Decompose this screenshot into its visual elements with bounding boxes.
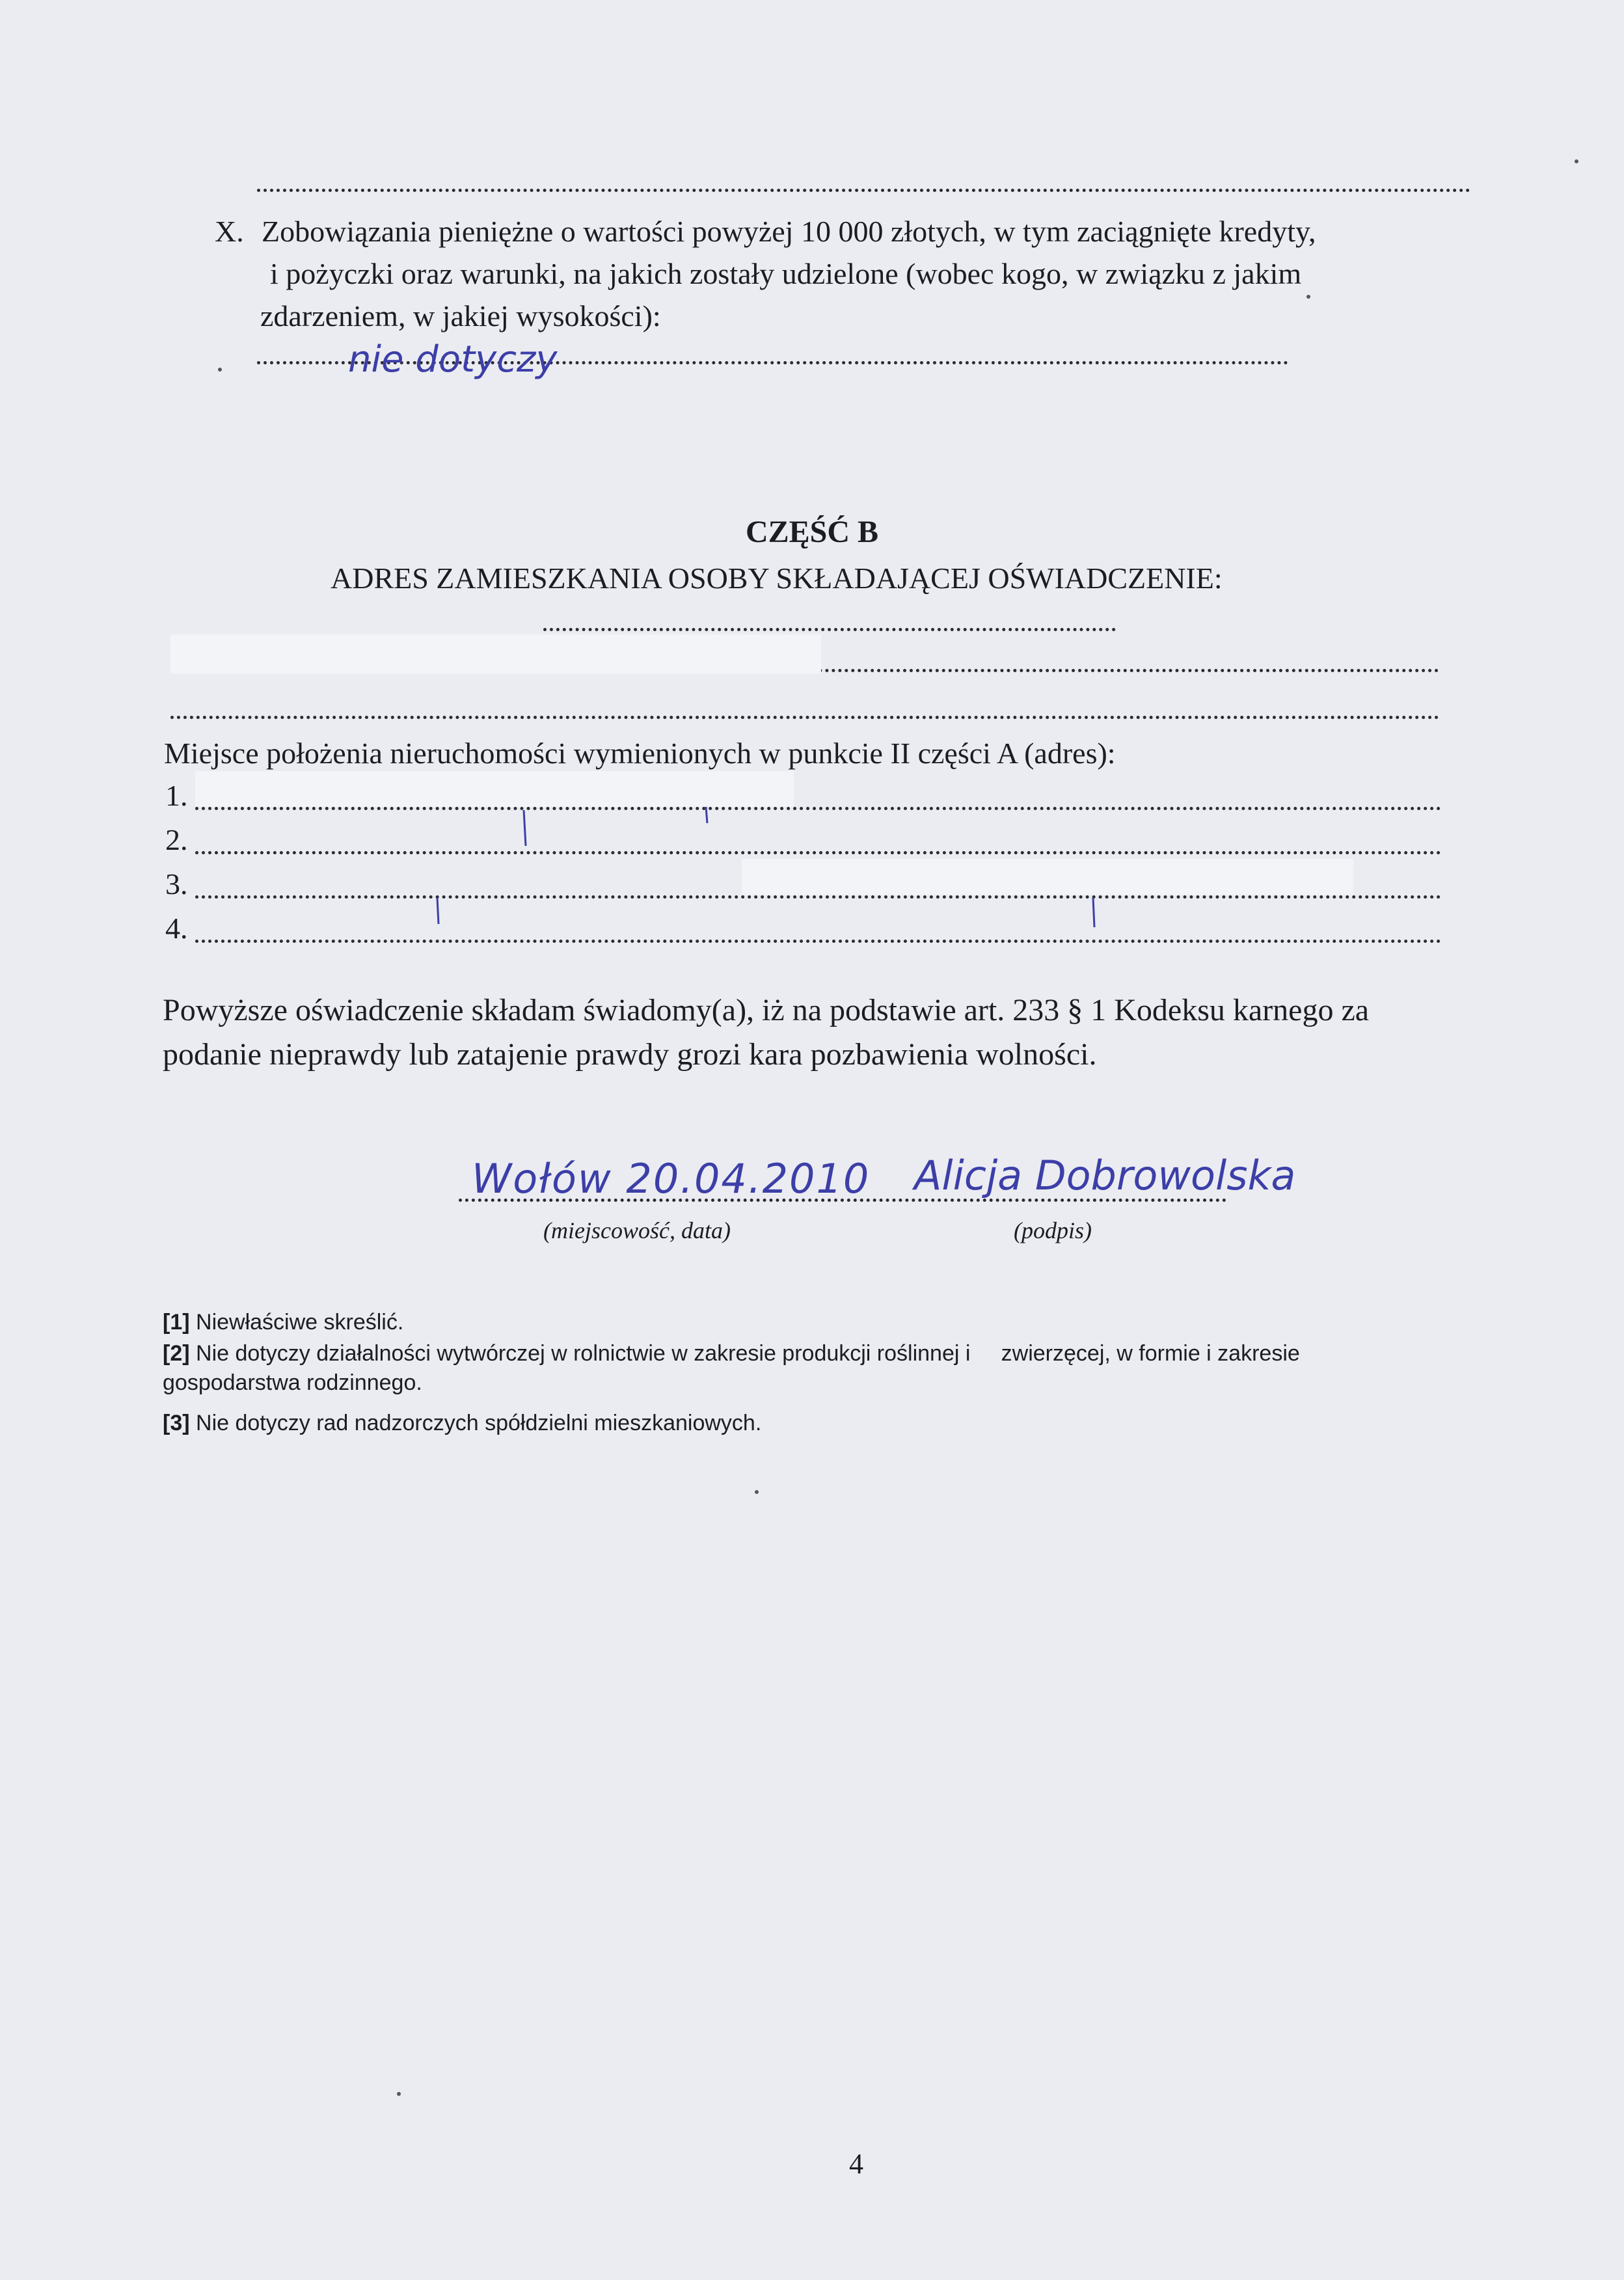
footnote-1-marker: [1] [163, 1310, 190, 1335]
section-x-marker: X. [215, 215, 244, 248]
footnote-1 [163, 1311, 403, 1333]
property-number-1: 1. [165, 779, 188, 812]
footnote-2-text: Nie dotyczy działalności wytwórczej w rolnictwie w zakresie produkcji roślinnej i zwierzęcej, w formie i zakresie [196, 1341, 1300, 1366]
signature-handwritten: Alicja Dobrowolska [914, 1152, 1296, 1199]
footnote-3-text: Nie dotyczy rad nadzorczych spółdzielni mieszkaniowych. [196, 1411, 762, 1435]
scan-speck [1575, 159, 1578, 163]
property-number-2: 2. [165, 823, 188, 856]
scan-speck [397, 2092, 401, 2096]
footnote-2-marker: [2] [163, 1341, 190, 1366]
part-b-subtitle: ADRES ZAMIESZKANIA OSOBY SKŁADAJĄCEJ OŚWIADCZENIE: [331, 562, 1223, 595]
footnote-1-text: Niewłaściwe skreślić. [196, 1310, 404, 1335]
property-number-4: 4. [165, 912, 188, 945]
scan-speck [218, 368, 222, 372]
handwritten-answer: nie dotyczy [348, 338, 558, 381]
declaration-line1: Powyższe oświadczenie składam świadomy(a), iż na podstawie art. 233 § 1 Kodeksu karnego za [163, 993, 1370, 1027]
scan-speck [1306, 295, 1310, 299]
section-x-line3: zdarzeniem, w jakiej wysokości): [260, 299, 661, 332]
footnote-3-marker: [3] [163, 1411, 190, 1435]
caption-signature: (podpis) [1014, 1217, 1092, 1243]
place-date-handwritten: Wołów 20.04.2010 [472, 1155, 871, 1202]
footnote-2 [163, 1342, 1300, 1364]
part-b-title: CZĘŚĆ B [745, 515, 879, 549]
footnote-3 [163, 1412, 761, 1434]
section-x-line1: Zobowiązania pieniężne o wartości powyżej 10 000 złotych, w tym zaciągnięte kredyty, [262, 215, 1316, 248]
caption-place-date: (miejscowość, data) [543, 1217, 731, 1243]
section-x-line2: i pożyczki oraz warunki, na jakich zostały udzielone (wobec kogo, w związku z jakim [270, 257, 1302, 290]
footnote-2-continuation: gospodarstwa rodzinnego. [163, 1370, 422, 1395]
scan-speck [755, 1490, 759, 1494]
property-number-3: 3. [165, 867, 188, 901]
page-number: 4 [849, 2148, 863, 2180]
property-heading: Miejsce położenia nieruchomości wymienionych w punkcie II części A (adres): [164, 737, 1116, 770]
declaration-line2: podanie nieprawdy lub zatajenie prawdy grozi kara pozbawienia wolności. [163, 1037, 1097, 1072]
